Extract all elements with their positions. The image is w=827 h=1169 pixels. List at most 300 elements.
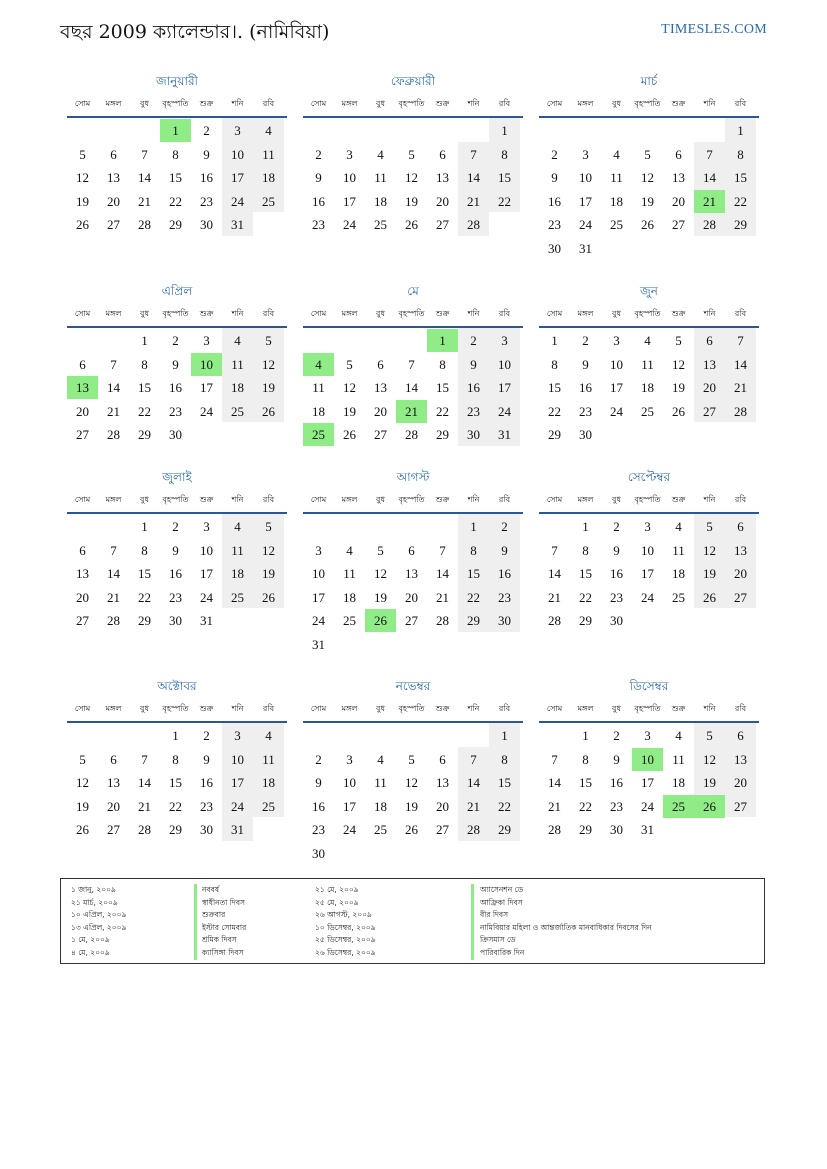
day-cell: 23 [498, 589, 511, 605]
day-cell: 6 [408, 542, 415, 558]
legend-holiday-name: পারিবারিক দিন [480, 947, 525, 957]
weekday-label: শুক্র [671, 309, 686, 318]
weekday-label: বৃহস্পতি [634, 309, 661, 318]
day-cell: 13 [374, 380, 387, 396]
month-name: নভেম্বর [395, 679, 431, 693]
day-cell: 30 [169, 613, 182, 629]
day-cell: 17 [610, 380, 623, 396]
day-cell: 18 [312, 403, 325, 419]
legend-date: ১০ এপ্রিল, ২০০৯ [71, 910, 127, 920]
day-cell: 7 [141, 146, 148, 162]
weekday-label: শনি [703, 704, 716, 713]
day-cell: 27 [405, 613, 418, 629]
day-cell: 4 [675, 519, 682, 534]
day-cell: 18 [610, 193, 623, 209]
day-cell: 14 [467, 170, 480, 186]
day-cell: 17 [579, 193, 592, 209]
weekday-label: রবি [498, 495, 511, 504]
weekday-label: শুক্র [199, 309, 214, 318]
day-cell: 11 [262, 751, 275, 767]
weekday-label: রবি [734, 99, 747, 108]
month-block [303, 283, 523, 447]
day-cell: 23 [579, 403, 592, 419]
day-cell: 25 [231, 403, 244, 419]
legend-date: ১৩ এপ্রিল, ২০০৯ [71, 922, 127, 932]
day-cell: 23 [610, 798, 623, 814]
day-cell: 13 [107, 775, 120, 791]
weekday-label: বৃহস্পতি [162, 704, 189, 713]
day-cell: 7 [110, 356, 117, 372]
day-cell: 21 [548, 589, 561, 605]
day-cell: 16 [610, 566, 623, 582]
weekday-label: মঙ্গল [577, 704, 594, 713]
day-cell: 16 [579, 380, 592, 396]
day-cell: 3 [315, 542, 322, 558]
day-cell: 26 [672, 403, 685, 419]
day-cell: 15 [436, 380, 449, 396]
day-cell: 8 [501, 146, 508, 162]
day-cell: 20 [436, 193, 449, 209]
day-cell: 15 [498, 170, 511, 186]
weekday-label: বুধ [612, 99, 621, 108]
day-cell: 28 [467, 217, 480, 233]
day-cell: 10 [343, 775, 356, 791]
day-cell: 1 [551, 333, 558, 348]
weekday-label: বুধ [376, 309, 385, 318]
day-cell: 18 [374, 798, 387, 814]
month-block [539, 283, 759, 447]
day-cell: 28 [138, 822, 151, 838]
day-cell: 7 [706, 146, 713, 162]
day-cell: 20 [107, 193, 120, 209]
day-cell: 18 [262, 775, 275, 791]
day-cell: 2 [470, 333, 477, 348]
day-cell: 12 [374, 566, 387, 582]
day-cell: 15 [579, 775, 592, 791]
day-cell: 30 [610, 822, 623, 838]
weekday-label: মঙ্গল [577, 495, 594, 504]
weekday-label: বুধ [376, 704, 385, 713]
holiday-day-cell: 13 [67, 376, 98, 399]
weekday-label: বৃহস্পতি [398, 495, 425, 504]
day-cell: 2 [501, 519, 508, 534]
day-cell: 24 [343, 822, 356, 838]
day-cell: 27 [703, 403, 716, 419]
legend-holiday-name: নামিবিয়ার মহিলা ও আন্তর্জাতিক মানবাধিকার দিবসের দিন [480, 922, 652, 932]
day-cell: 8 [172, 146, 179, 162]
weekday-header [67, 308, 287, 322]
day-cell: 22 [436, 403, 449, 419]
day-cell: 25 [231, 589, 244, 605]
day-cell: 9 [551, 170, 558, 186]
day-cell: 5 [408, 751, 415, 767]
holiday-day-cell: 10 [191, 353, 222, 376]
legend-right-dates [315, 884, 376, 960]
month-block [67, 469, 287, 633]
holiday-day-cell: 1 [160, 119, 191, 142]
day-cell: 7 [408, 356, 415, 372]
day-cell: 22 [138, 589, 151, 605]
day-cell: 30 [200, 822, 213, 838]
day-cell: 23 [169, 589, 182, 605]
day-cell: 1 [141, 519, 148, 534]
day-cell: 24 [200, 589, 213, 605]
weekday-label: রবি [498, 99, 511, 108]
weekday-label: বৃহস্পতি [634, 495, 661, 504]
weekday-label: বুধ [140, 309, 149, 318]
day-cell: 1 [172, 728, 179, 743]
month-block [539, 469, 759, 633]
day-cell: 4 [613, 146, 620, 162]
day-cell: 16 [200, 170, 213, 186]
day-cell: 21 [467, 798, 480, 814]
day-cell: 29 [734, 217, 747, 233]
weekday-label: শনি [703, 309, 716, 318]
day-cell: 2 [582, 333, 589, 348]
day-cell: 29 [467, 613, 480, 629]
month-name: জানুয়ারী [156, 74, 198, 88]
legend-holiday-name: শুক্রবার [202, 910, 226, 920]
weekday-label: শনি [231, 99, 244, 108]
day-cell: 6 [377, 356, 384, 372]
month-name: সেপ্টেম্বর [627, 470, 671, 484]
weekday-label: মঙ্গল [341, 704, 358, 713]
day-cell: 23 [312, 822, 325, 838]
day-cell: 12 [76, 170, 89, 186]
day-cell: 31 [231, 822, 244, 838]
day-cell: 23 [200, 798, 213, 814]
page-title: বছর 2009 ক্যালেন্ডার।. (নামিবিয়া) [60, 21, 330, 43]
day-cell: 28 [107, 427, 120, 443]
day-cell: 14 [548, 566, 561, 582]
weekday-header [539, 308, 759, 322]
day-cell: 19 [343, 403, 356, 419]
site-link[interactable]: TIMESLES.COM [661, 22, 767, 37]
day-cell: 9 [582, 356, 589, 372]
day-cell: 9 [613, 751, 620, 767]
weekday-label: বৃহস্পতি [398, 309, 425, 318]
day-cell: 16 [312, 193, 325, 209]
day-cell: 25 [374, 217, 387, 233]
day-cell: 26 [405, 822, 418, 838]
day-cell: 3 [203, 333, 210, 348]
day-cell: 5 [346, 356, 353, 372]
day-cell: 20 [76, 403, 89, 419]
weekday-label: শুক্র [199, 99, 214, 108]
day-cell: 5 [706, 728, 713, 743]
day-cell: 12 [262, 356, 275, 372]
weekday-label: শুক্র [671, 704, 686, 713]
day-cell: 17 [200, 380, 213, 396]
day-cell: 25 [262, 798, 275, 814]
day-cell: 3 [346, 146, 353, 162]
day-cell: 19 [405, 798, 418, 814]
weekday-label: শুক্র [671, 99, 686, 108]
day-cell: 12 [703, 751, 716, 767]
day-cell: 16 [467, 380, 480, 396]
day-cell: 22 [548, 403, 561, 419]
day-cell: 10 [579, 170, 592, 186]
day-cell: 2 [172, 519, 179, 534]
day-cell: 31 [231, 217, 244, 233]
day-cell: 3 [203, 519, 210, 534]
day-cell: 21 [467, 193, 480, 209]
day-cell: 15 [467, 566, 480, 582]
weekday-header [303, 98, 523, 112]
weekday-label: রবি [262, 704, 275, 713]
weekday-label: রবি [498, 704, 511, 713]
day-cell: 9 [203, 146, 210, 162]
legend-date: ২৫ মে, ২০০৯ [315, 897, 359, 907]
day-cell: 28 [107, 613, 120, 629]
day-cell: 18 [641, 380, 654, 396]
weekday-label: রবি [734, 309, 747, 318]
day-cell: 23 [200, 193, 213, 209]
weekday-label: রবি [734, 704, 747, 713]
day-cell: 14 [436, 566, 449, 582]
day-cell: 11 [672, 751, 685, 767]
day-cell: 10 [312, 566, 325, 582]
day-cell: 29 [138, 613, 151, 629]
day-cell: 7 [551, 542, 558, 558]
day-cell: 10 [498, 356, 511, 372]
legend-holiday-name: বীর দিবস [480, 910, 509, 920]
day-cell: 29 [548, 427, 561, 443]
day-cell: 1 [470, 519, 477, 534]
day-cell: 22 [467, 589, 480, 605]
month-block [67, 283, 287, 447]
weekday-label: সোম [74, 99, 91, 108]
day-cell: 27 [107, 217, 120, 233]
day-cell: 18 [672, 566, 685, 582]
day-cell: 3 [582, 146, 589, 162]
day-cell: 26 [76, 822, 89, 838]
legend-date: ২১ মার্চ, ২০০৯ [71, 897, 118, 907]
day-cell: 20 [734, 566, 747, 582]
day-cell: 11 [610, 170, 623, 186]
weekday-header [67, 703, 287, 717]
day-cell: 1 [501, 728, 508, 743]
weekday-label: বুধ [140, 495, 149, 504]
day-cell: 11 [641, 356, 654, 372]
legend-holiday-name: আফ্রিকা দিবস [480, 897, 523, 907]
day-cell: 30 [548, 241, 561, 256]
month-name: ডিসেম্বর [629, 679, 669, 693]
legend-left-dates [71, 884, 126, 960]
day-cell: 15 [138, 380, 151, 396]
weekday-label: শনি [467, 309, 480, 318]
day-cell: 17 [343, 193, 356, 209]
day-cell: 18 [374, 193, 387, 209]
day-cell: 27 [374, 427, 387, 443]
day-cell: 6 [439, 146, 446, 162]
weekday-label: রবি [262, 309, 275, 318]
weekday-label: শনি [231, 495, 244, 504]
day-cell: 20 [76, 589, 89, 605]
day-cell: 28 [436, 613, 449, 629]
day-cell: 22 [498, 193, 511, 209]
holiday-day-cell: 25 [303, 423, 334, 446]
weekday-label: শুক্র [435, 495, 450, 504]
weekday-label: বৃহস্পতি [162, 495, 189, 504]
day-cell: 26 [76, 217, 89, 233]
day-cell: 14 [703, 170, 716, 186]
day-cell: 11 [262, 146, 275, 162]
weekday-label: বৃহস্পতি [634, 704, 661, 713]
day-cell: 11 [231, 542, 244, 558]
day-cell: 21 [548, 798, 561, 814]
weekday-label: বৃহস্পতি [634, 99, 661, 108]
day-cell: 18 [262, 170, 275, 186]
day-cell: 13 [734, 542, 747, 558]
day-cell: 24 [579, 217, 592, 233]
day-cell: 31 [200, 613, 213, 629]
day-cell: 13 [107, 170, 120, 186]
day-cell: 31 [579, 241, 592, 256]
day-cell: 25 [641, 403, 654, 419]
day-cell: 30 [200, 217, 213, 233]
day-cell: 4 [346, 542, 353, 558]
legend-holiday-name: ক্যাসিঙ্গা দিবস [202, 947, 244, 957]
day-cell: 27 [672, 217, 685, 233]
weekday-label: মঙ্গল [577, 99, 594, 108]
day-cell: 9 [315, 775, 322, 791]
weekday-label: মঙ্গল [105, 99, 122, 108]
day-cell: 12 [672, 356, 685, 372]
legend-date: ২১ মে, ২০০৯ [315, 885, 359, 894]
day-cell: 24 [610, 403, 623, 419]
legend-color-bar [194, 884, 197, 960]
day-cell: 31 [641, 822, 654, 838]
day-cell: 29 [138, 427, 151, 443]
weekday-header [539, 494, 759, 508]
day-cell: 10 [641, 542, 654, 558]
day-cell: 13 [703, 356, 716, 372]
day-cell: 11 [231, 356, 244, 372]
day-cell: 20 [405, 589, 418, 605]
day-cell: 2 [613, 519, 620, 534]
day-cell: 26 [641, 217, 654, 233]
day-cell: 2 [203, 123, 210, 138]
day-cell: 5 [265, 333, 272, 348]
day-cell: 25 [343, 613, 356, 629]
legend-date: ২৬ আগস্ট, ২০০৯ [315, 910, 372, 920]
day-cell: 16 [498, 566, 511, 582]
day-cell: 15 [548, 380, 561, 396]
day-cell: 20 [734, 775, 747, 791]
day-cell: 24 [641, 589, 654, 605]
day-cell: 10 [610, 356, 623, 372]
day-cell: 5 [675, 333, 682, 348]
day-cell: 14 [138, 170, 151, 186]
day-cell: 21 [107, 403, 120, 419]
day-cell: 17 [641, 566, 654, 582]
weekday-label: সোম [74, 495, 91, 504]
day-cell: 5 [706, 519, 713, 534]
day-cell: 15 [169, 775, 182, 791]
day-cell: 1 [501, 123, 508, 138]
legend-holiday-name: অ্যাসেনশন ডে [480, 885, 524, 894]
day-cell: 8 [172, 751, 179, 767]
day-cell: 4 [377, 146, 384, 162]
day-cell: 2 [613, 728, 620, 743]
weekday-label: বুধ [376, 99, 385, 108]
day-cell: 5 [408, 146, 415, 162]
weekday-label: মঙ্গল [105, 704, 122, 713]
day-cell: 29 [436, 427, 449, 443]
day-cell: 14 [107, 566, 120, 582]
month-name: জুলাই [162, 470, 192, 484]
day-cell: 3 [644, 519, 651, 534]
day-cell: 10 [200, 542, 213, 558]
weekday-label: বৃহস্পতি [398, 704, 425, 713]
day-cell: 15 [734, 170, 747, 186]
weekday-label: মঙ্গল [105, 495, 122, 504]
weekday-label: শুক্র [435, 309, 450, 318]
day-cell: 20 [436, 798, 449, 814]
day-cell: 12 [405, 775, 418, 791]
holiday-day-cell: 26 [694, 795, 725, 818]
day-cell: 6 [79, 356, 86, 372]
legend-holiday-name: শ্রমিক দিবস [202, 935, 237, 945]
day-cell: 7 [141, 751, 148, 767]
day-cell: 8 [737, 146, 744, 162]
day-cell: 19 [374, 589, 387, 605]
day-cell: 15 [169, 170, 182, 186]
day-cell: 19 [405, 193, 418, 209]
day-cell: 12 [262, 542, 275, 558]
day-cell: 3 [644, 728, 651, 743]
weekday-label: শুক্র [435, 99, 450, 108]
day-cell: 17 [343, 798, 356, 814]
legend-holiday-name: ইস্টার সোমবার [202, 922, 247, 932]
day-cell: 4 [265, 728, 272, 743]
weekday-label: বৃহস্পতি [398, 99, 425, 108]
day-cell: 28 [703, 217, 716, 233]
day-cell: 6 [110, 751, 117, 767]
day-cell: 9 [501, 542, 508, 558]
day-cell: 10 [231, 146, 244, 162]
weekday-header [67, 98, 287, 112]
month-name: মে [407, 284, 419, 298]
weekday-label: শুক্র [199, 704, 214, 713]
legend-right-names [480, 884, 652, 960]
day-cell: 23 [610, 589, 623, 605]
day-cell: 5 [644, 146, 651, 162]
month-block [539, 73, 759, 261]
day-cell: 28 [548, 822, 561, 838]
weekday-label: শনি [467, 704, 480, 713]
weekday-header [303, 703, 523, 717]
day-cell: 5 [265, 519, 272, 534]
day-cell: 7 [470, 146, 477, 162]
day-cell: 9 [172, 356, 179, 372]
day-cell: 26 [343, 427, 356, 443]
day-cell: 18 [672, 775, 685, 791]
day-cell: 15 [138, 566, 151, 582]
day-cell: 13 [436, 170, 449, 186]
month-name: জুন [640, 284, 658, 298]
day-cell: 17 [200, 566, 213, 582]
day-cell: 20 [672, 193, 685, 209]
weekday-label: সোম [310, 99, 327, 108]
day-cell: 28 [138, 217, 151, 233]
day-cell: 9 [172, 542, 179, 558]
weekday-label: সোম [546, 704, 563, 713]
weekday-label: শুক্র [671, 495, 686, 504]
weekday-label: মঙ্গল [577, 309, 594, 318]
day-cell: 14 [107, 380, 120, 396]
